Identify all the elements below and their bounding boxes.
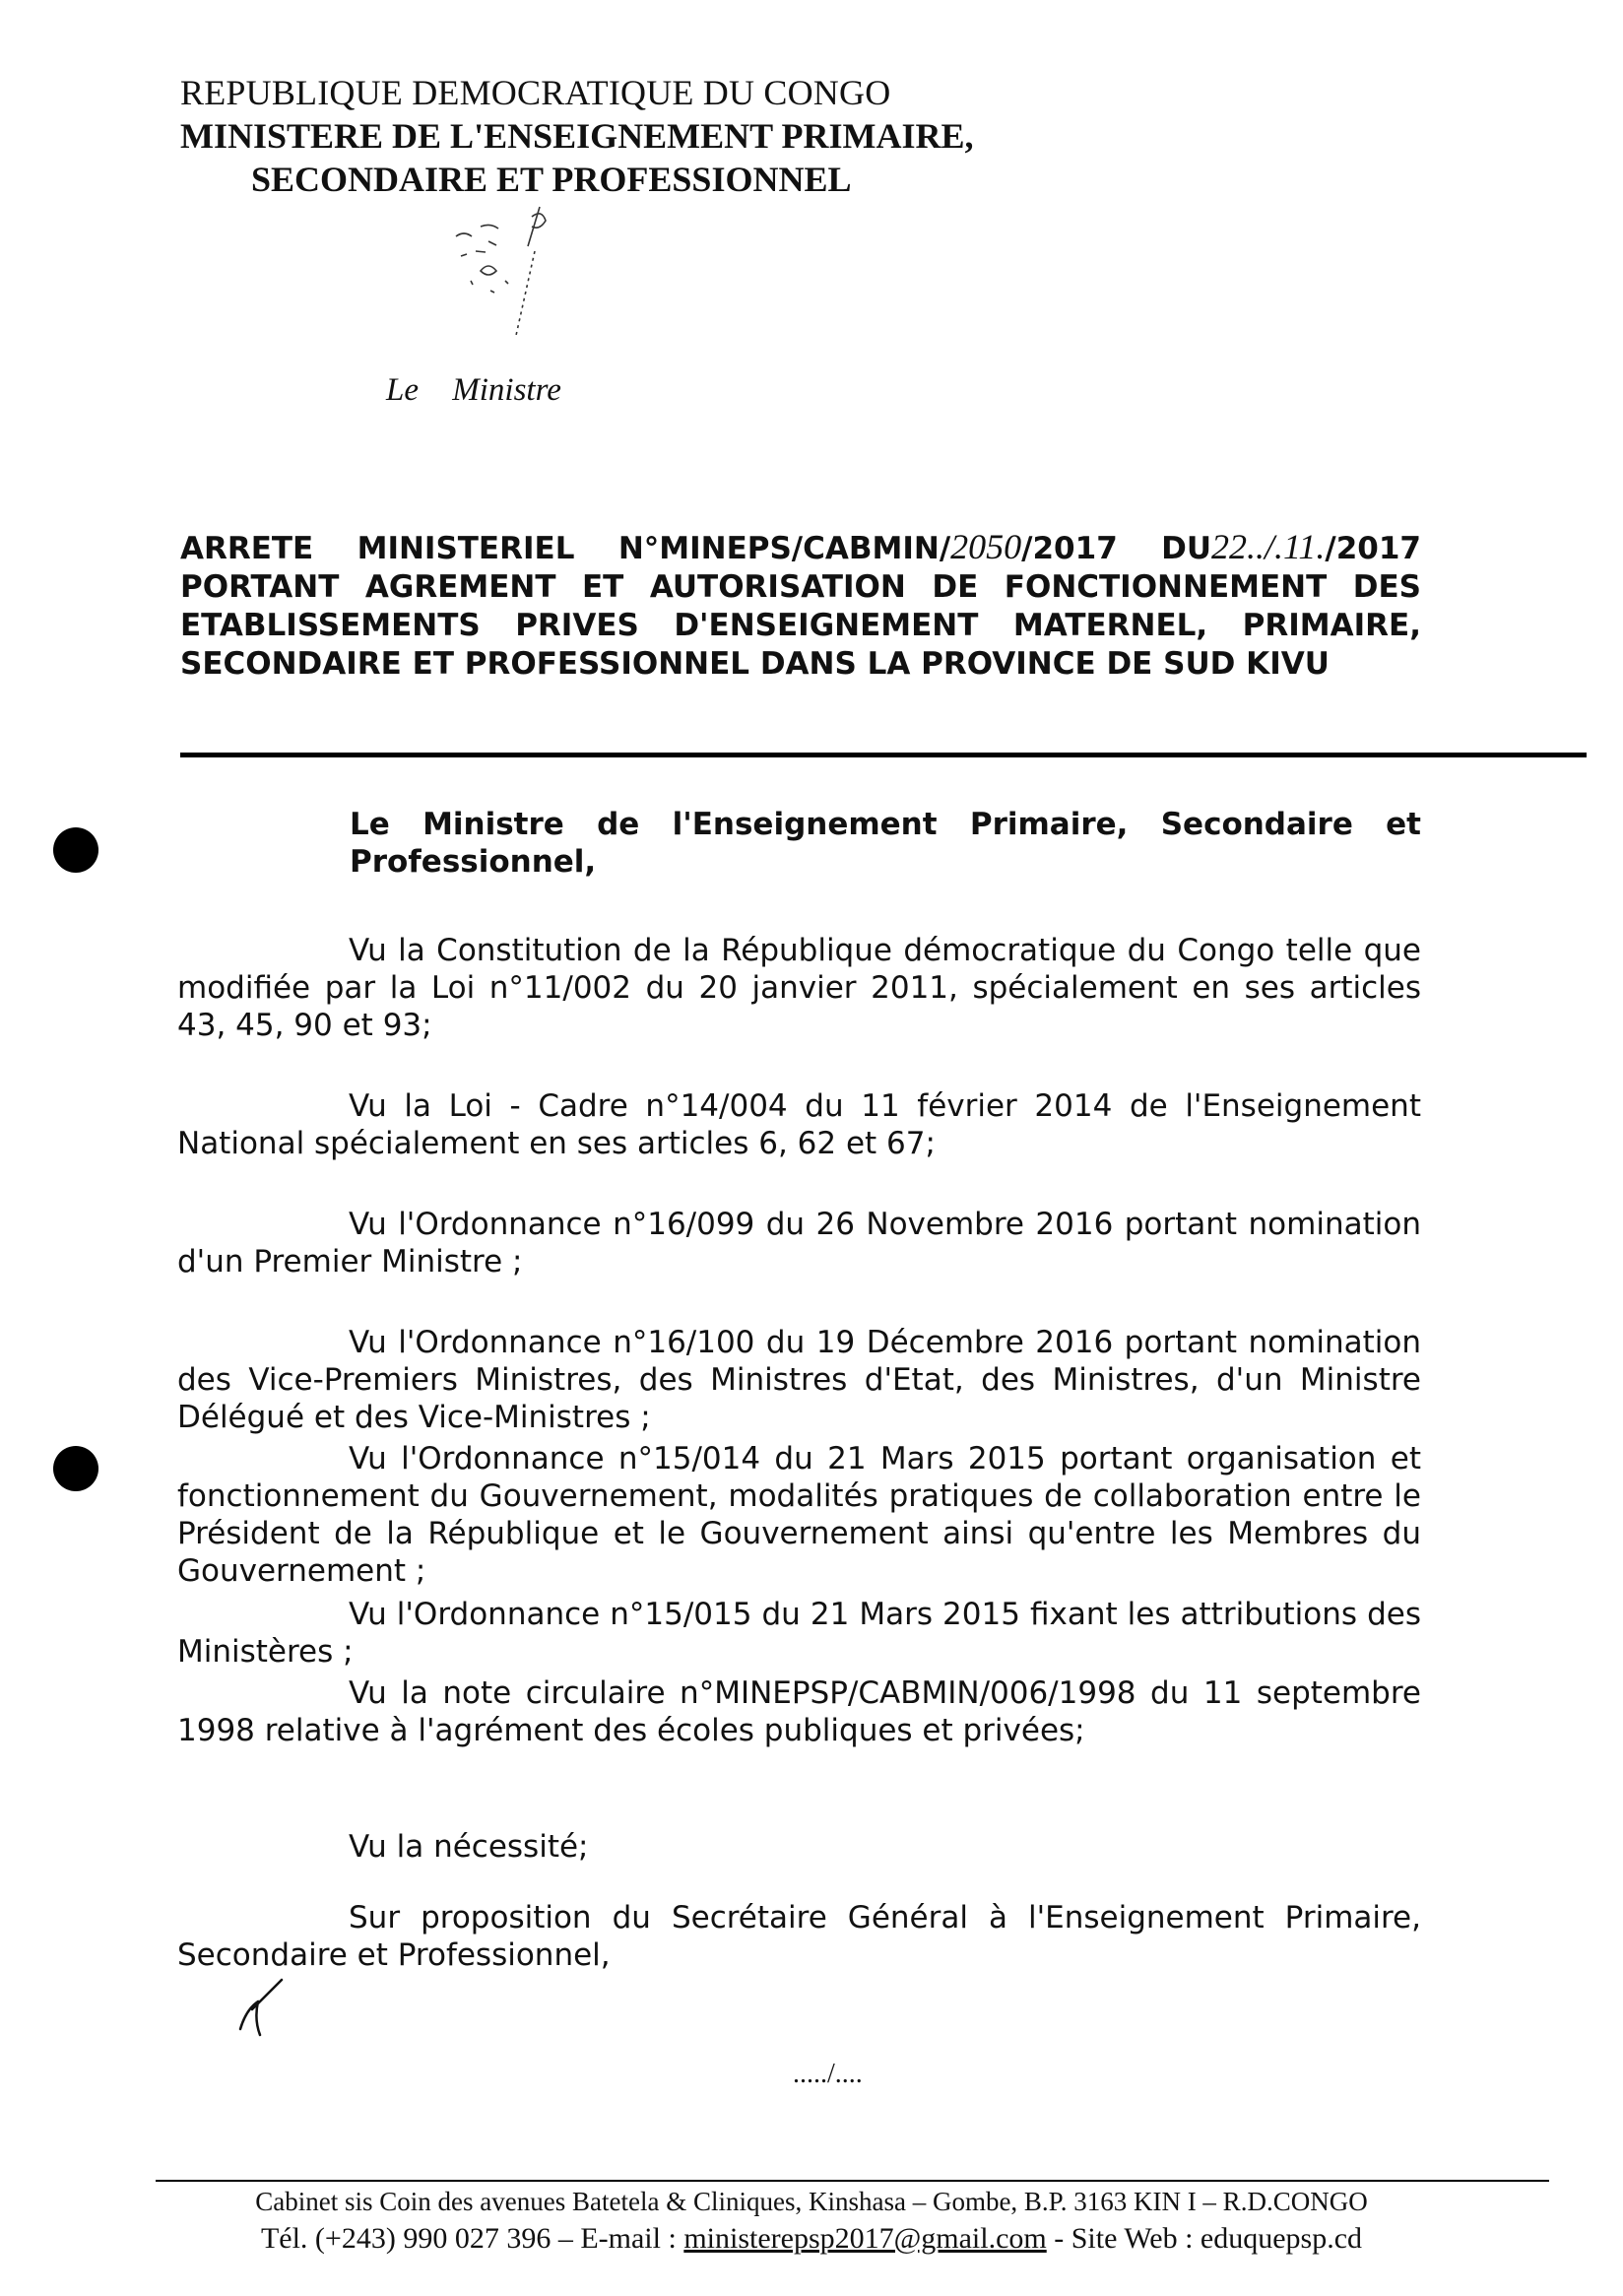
punch-hole-icon [53,1446,98,1491]
considerant-9: Sur proposition du Secrétaire Général à l'Enseignement Primaire, Secondaire et Professionnel, [177,1900,1421,1973]
footer-email-link[interactable]: ministerepsp2017@gmail.com [683,2222,1047,2255]
punch-hole-icon [53,827,98,873]
letterhead [180,71,973,201]
footer-divider [156,2180,1549,2182]
ministry-name-continued: SECONDAIRE ET PROFESSIONNEL [251,160,852,199]
footer-website: - Site Web : eduquepsp.cd [1046,2222,1363,2255]
signature-label: Le Ministre [386,372,561,408]
title-divider [180,753,1587,757]
considerant-6: Vu l'Ordonnance n°15/015 du 21 Mars 2015 fixant les attributions des Ministères ; [177,1597,1421,1670]
seal-stamp-icon [441,197,579,335]
footer-address: Cabinet sis Coin des avenues Batetela & Cliniques, Kinshasa – Gombe, B.P. 3163 KIN I – R.D.CONGO [255,2187,1368,2216]
decree-date-handwritten: 22../.11. [1211,527,1326,566]
considerant-5: Vu l'Ordonnance n°15/014 du 21 Mars 2015 portant organisation et fonctionnement du Gouvernement, modalités pratiques de collaboration entre le Président de la République et le Gouvernement ainsi qu'entre les Membres du Gouvernement ; [177,1441,1421,1589]
considerant-7: Vu la note circulaire n°MINEPSP/CABMIN/006/1998 du 11 septembre 1998 relative à l'agrément des écoles publiques et privées; [177,1675,1421,1748]
handwritten-initial-icon [232,1970,292,2039]
republic-name: REPUBLIQUE DEMOCRATIQUE DU CONGO [180,73,891,112]
page-continuation-mark: ...../.... [793,2059,863,2089]
considerant-8: Vu la nécessité; [349,1829,589,1865]
considerant-4: Vu l'Ordonnance n°16/100 du 19 Décembre 2016 portant nomination des Vice-Premiers Ministres, des Ministres d'Etat, des Ministres, d'un Ministre Délégué et des Vice-Ministres ; [177,1325,1421,1435]
considerant-2: Vu la Loi - Cadre n°14/004 du 11 février 2014 de l'Enseignement National spécialement en ses articles 6, 62 et 67; [177,1088,1421,1161]
decree-title [180,528,1421,684]
decree-year: /2017 [1021,531,1118,566]
considerant-3: Vu l'Ordonnance n°16/099 du 26 Novembre 2016 portant nomination d'un Premier Ministre ; [177,1207,1421,1279]
minister-heading: Le Ministre de l'Enseignement Primaire, Secondaire et Professionnel, [350,807,1421,880]
ministry-name: MINISTERE DE L'ENSEIGNEMENT PRIMAIRE, [180,116,974,156]
footer-phone: Tél. (+243) 990 027 396 – E-mail : [260,2222,684,2255]
decree-number-handwritten: 2050 [950,527,1022,566]
decree-title-prefix: ARRETE MINISTERIEL N°MINEPS/CABMIN/ [180,531,951,566]
considerant-1: Vu la Constitution de la République démocratique du Congo telle que modifiée par la Loi n°11/002 du 20 janvier 2011, spécialement en ses articles 43, 45, 90 et 93; [177,933,1421,1043]
footer-contact [0,2222,1623,2256]
decree-date-prefix: DU [1161,531,1212,566]
decree-title-rest: /2017 PORTANT AGREMENT ET AUTORISATION DE FONCTIONNEMENT DES ETABLISSEMENTS PRIVES D'ENSEIGNEMENT MATERNEL, PRIMAIRE, SECONDAIRE ET PROFESSIONNEL DANS LA PROVINCE DE SUD KIVU [180,531,1421,682]
